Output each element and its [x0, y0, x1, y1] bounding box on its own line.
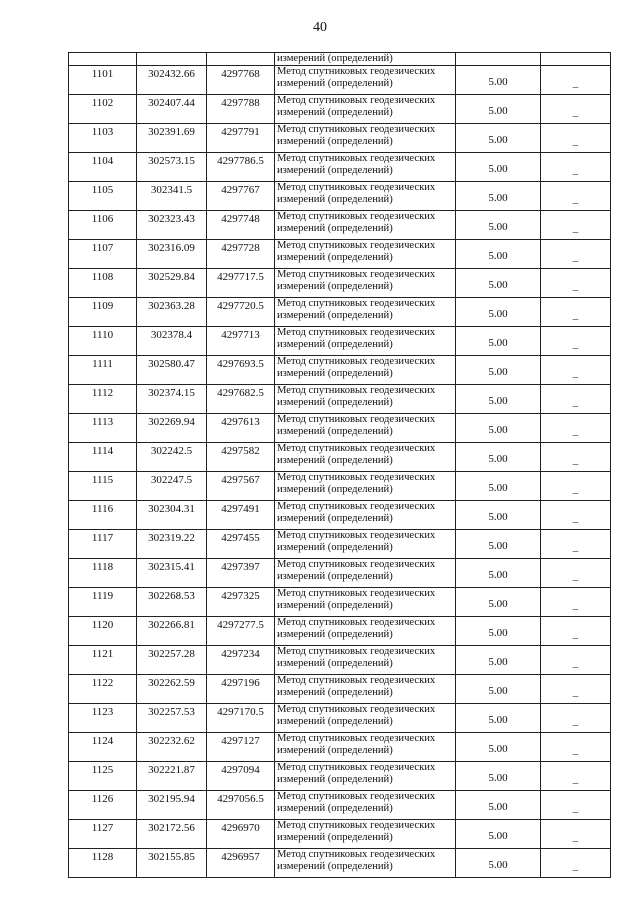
extra-value: – [541, 559, 611, 588]
accuracy-value: 5.00 [456, 124, 541, 153]
method-line-1: Метод спутниковых геодезических [277, 356, 436, 367]
accuracy-value: 5.00 [456, 733, 541, 762]
method-cell [275, 820, 456, 849]
coordinate-x: 302315.41 [137, 559, 207, 588]
point-number: 1124 [69, 733, 137, 762]
coordinate-y: 4297791 [207, 124, 275, 153]
coordinate-y: 4297170.5 [207, 704, 275, 733]
coordinate-x: 302242.5 [137, 443, 207, 472]
method-line-2: измерений (определений) [277, 600, 393, 611]
point-number: 1116 [69, 501, 137, 530]
point-number: 1111 [69, 356, 137, 385]
point-number: 1101 [69, 66, 137, 95]
method-line-1: Метод спутниковых геодезических [277, 124, 436, 135]
cell-y [207, 53, 275, 66]
coordinates-table [68, 52, 611, 878]
table-row [69, 588, 611, 617]
method-line-1: Метод спутниковых геодезических [277, 820, 436, 831]
method-line-1: Метод спутниковых геодезических [277, 298, 436, 309]
accuracy-value: 5.00 [456, 443, 541, 472]
extra-value: – [541, 675, 611, 704]
extra-value: – [541, 791, 611, 820]
table-row [69, 356, 611, 385]
table-row [69, 559, 611, 588]
coordinate-x: 302269.94 [137, 414, 207, 443]
table-row [69, 646, 611, 675]
method-line-1: Метод спутниковых геодезических [277, 153, 436, 164]
method-cell [275, 559, 456, 588]
coordinate-x: 302407.44 [137, 95, 207, 124]
coordinate-y: 4297567 [207, 472, 275, 501]
method-line-2: измерений (определений) [277, 281, 393, 292]
point-number: 1106 [69, 211, 137, 240]
coordinate-x: 302580.47 [137, 356, 207, 385]
method-line-1: Метод спутниковых геодезических [277, 646, 436, 657]
point-number: 1110 [69, 327, 137, 356]
point-number: 1109 [69, 298, 137, 327]
method-line-1: Метод спутниковых геодезических [277, 588, 436, 599]
table-row [69, 443, 611, 472]
point-number: 1103 [69, 124, 137, 153]
cell-method: измерений (определений) [275, 53, 456, 66]
coordinate-y: 4297788 [207, 95, 275, 124]
coordinate-y: 4297767 [207, 182, 275, 211]
method-cell [275, 269, 456, 298]
method-line-2: измерений (определений) [277, 658, 393, 669]
coordinate-x: 302573.15 [137, 153, 207, 182]
method-cell [275, 66, 456, 95]
coordinate-x: 302363.28 [137, 298, 207, 327]
accuracy-value: 5.00 [456, 675, 541, 704]
method-line-2: измерений (определений) [277, 861, 393, 872]
coordinate-x: 302268.53 [137, 588, 207, 617]
method-cell [275, 414, 456, 443]
coordinate-y: 4297713 [207, 327, 275, 356]
coordinate-x: 302529.84 [137, 269, 207, 298]
method-cell [275, 356, 456, 385]
point-number: 1122 [69, 675, 137, 704]
coordinate-x: 302304.31 [137, 501, 207, 530]
accuracy-value: 5.00 [456, 385, 541, 414]
point-number: 1118 [69, 559, 137, 588]
extra-value: – [541, 588, 611, 617]
extra-value: – [541, 530, 611, 559]
method-line-2: измерений (определений) [277, 368, 393, 379]
extra-value: – [541, 501, 611, 530]
method-line-1: Метод спутниковых геодезических [277, 472, 436, 483]
point-number: 1114 [69, 443, 137, 472]
method-line-2: измерений (определений) [277, 223, 393, 234]
extra-value: – [541, 182, 611, 211]
coordinate-y: 4297325 [207, 588, 275, 617]
extra-value: – [541, 211, 611, 240]
accuracy-value: 5.00 [456, 762, 541, 791]
coordinate-x: 302247.5 [137, 472, 207, 501]
method-line-1: Метод спутниковых геодезических [277, 704, 436, 715]
method-line-1: Метод спутниковых геодезических [277, 95, 436, 106]
method-cell [275, 240, 456, 269]
coordinate-y: 4297693.5 [207, 356, 275, 385]
extra-value: – [541, 472, 611, 501]
table-row [69, 240, 611, 269]
point-number: 1121 [69, 646, 137, 675]
method-cell [275, 849, 456, 878]
coordinate-y: 4297491 [207, 501, 275, 530]
extra-value: – [541, 327, 611, 356]
method-line-2: измерений (определений) [277, 426, 393, 437]
method-cell [275, 385, 456, 414]
coordinate-y: 4297717.5 [207, 269, 275, 298]
table-row [69, 791, 611, 820]
method-line-2: измерений (определений) [277, 542, 393, 553]
extra-value: – [541, 646, 611, 675]
method-cell [275, 182, 456, 211]
table-row [69, 124, 611, 153]
method-line-1: Метод спутниковых геодезических [277, 501, 436, 512]
table-row [69, 704, 611, 733]
method-line-2: измерений (определений) [277, 571, 393, 582]
page-number: 40 [313, 20, 327, 35]
coordinate-y: 4297613 [207, 414, 275, 443]
method-line-1: Метод спутниковых геодезических [277, 675, 436, 686]
method-line-2: измерений (определений) [277, 774, 393, 785]
method-line-2: измерений (определений) [277, 455, 393, 466]
coordinate-x: 302195.94 [137, 791, 207, 820]
coordinate-y: 4297056.5 [207, 791, 275, 820]
coordinate-y: 4297786.5 [207, 153, 275, 182]
method-cell [275, 472, 456, 501]
table-row [69, 414, 611, 443]
method-line-2: измерений (определений) [277, 629, 393, 640]
method-line-2: измерений (определений) [277, 687, 393, 698]
method-cell [275, 733, 456, 762]
accuracy-value: 5.00 [456, 269, 541, 298]
accuracy-value: 5.00 [456, 298, 541, 327]
extra-value: – [541, 124, 611, 153]
point-number: 1102 [69, 95, 137, 124]
coordinate-y: 4297127 [207, 733, 275, 762]
method-cell [275, 298, 456, 327]
coordinate-x: 302341.5 [137, 182, 207, 211]
continuation-row [69, 53, 611, 66]
method-cell [275, 124, 456, 153]
coordinate-y: 4297720.5 [207, 298, 275, 327]
table-body [69, 53, 611, 878]
coordinate-x: 302432.66 [137, 66, 207, 95]
accuracy-value: 5.00 [456, 588, 541, 617]
method-line-1: Метод спутниковых геодезических [277, 530, 436, 541]
coordinate-y: 4297234 [207, 646, 275, 675]
point-number: 1127 [69, 820, 137, 849]
table-row [69, 385, 611, 414]
method-line-2: измерений (определений) [277, 107, 393, 118]
extra-value: – [541, 617, 611, 646]
method-line-2: измерений (определений) [277, 165, 393, 176]
coordinate-x: 302257.28 [137, 646, 207, 675]
method-line-1: Метод спутниковых геодезических [277, 849, 436, 860]
point-number: 1117 [69, 530, 137, 559]
table-row [69, 530, 611, 559]
point-number: 1125 [69, 762, 137, 791]
extra-value: – [541, 153, 611, 182]
table-row [69, 298, 611, 327]
method-line-2: измерений (определений) [277, 194, 393, 205]
method-cell [275, 704, 456, 733]
method-cell [275, 646, 456, 675]
method-cell [275, 501, 456, 530]
accuracy-value: 5.00 [456, 211, 541, 240]
accuracy-value: 5.00 [456, 472, 541, 501]
extra-value: – [541, 240, 611, 269]
accuracy-value: 5.00 [456, 240, 541, 269]
accuracy-value: 5.00 [456, 820, 541, 849]
point-number: 1126 [69, 791, 137, 820]
table-row [69, 153, 611, 182]
accuracy-value: 5.00 [456, 356, 541, 385]
method-line-2: измерений (определений) [277, 803, 393, 814]
method-line-2: измерений (определений) [277, 832, 393, 843]
extra-value: – [541, 269, 611, 298]
method-cell [275, 530, 456, 559]
coordinate-x: 302374.15 [137, 385, 207, 414]
table-row [69, 327, 611, 356]
method-cell [275, 675, 456, 704]
method-line-1: Метод спутниковых геодезических [277, 762, 436, 773]
method-line-1: Метод спутниковых геодезических [277, 327, 436, 338]
method-line-2: измерений (определений) [277, 78, 393, 89]
coordinate-y: 4297682.5 [207, 385, 275, 414]
table-row [69, 733, 611, 762]
coordinate-y: 4297455 [207, 530, 275, 559]
table-row [69, 849, 611, 878]
accuracy-value: 5.00 [456, 530, 541, 559]
extra-value: – [541, 733, 611, 762]
coordinate-x: 302323.43 [137, 211, 207, 240]
coordinate-x: 302378.4 [137, 327, 207, 356]
method-line-1: Метод спутниковых геодезических [277, 617, 436, 628]
coordinate-x: 302319.22 [137, 530, 207, 559]
table-row [69, 617, 611, 646]
coordinate-y: 4297768 [207, 66, 275, 95]
point-number: 1108 [69, 269, 137, 298]
method-line-2: измерений (определений) [277, 513, 393, 524]
point-number: 1107 [69, 240, 137, 269]
extra-value: – [541, 849, 611, 878]
accuracy-value: 5.00 [456, 182, 541, 211]
point-number: 1112 [69, 385, 137, 414]
coordinate-y: 4297196 [207, 675, 275, 704]
coordinate-y: 4297397 [207, 559, 275, 588]
extra-value: – [541, 704, 611, 733]
coordinate-x: 302232.62 [137, 733, 207, 762]
table-row [69, 820, 611, 849]
point-number: 1128 [69, 849, 137, 878]
method-cell [275, 153, 456, 182]
method-line-1: Метод спутниковых геодезических [277, 240, 436, 251]
method-line-1: Метод спутниковых геодезических [277, 385, 436, 396]
coordinate-x: 302316.09 [137, 240, 207, 269]
method-line-2: измерений (определений) [277, 310, 393, 321]
coordinate-y: 4297728 [207, 240, 275, 269]
table-row [69, 211, 611, 240]
extra-value: – [541, 414, 611, 443]
extra-value: – [541, 820, 611, 849]
method-cell [275, 588, 456, 617]
accuracy-value: 5.00 [456, 414, 541, 443]
method-line-1: Метод спутниковых геодезических [277, 791, 436, 802]
table-row [69, 762, 611, 791]
method-line-1: Метод спутниковых геодезических [277, 414, 436, 425]
extra-value: – [541, 385, 611, 414]
extra-value: – [541, 356, 611, 385]
method-line-1: Метод спутниковых геодезических [277, 182, 436, 193]
coordinate-y: 4296957 [207, 849, 275, 878]
accuracy-value: 5.00 [456, 646, 541, 675]
accuracy-value: 5.00 [456, 704, 541, 733]
method-line-1: Метод спутниковых геодезических [277, 66, 436, 77]
table-row [69, 95, 611, 124]
point-number: 1113 [69, 414, 137, 443]
extra-value: – [541, 443, 611, 472]
method-line-1: Метод спутниковых геодезических [277, 733, 436, 744]
coordinate-x: 302172.56 [137, 820, 207, 849]
method-line-2: измерений (определений) [277, 484, 393, 495]
accuracy-value: 5.00 [456, 559, 541, 588]
coordinate-y: 4297748 [207, 211, 275, 240]
method-cell [275, 211, 456, 240]
point-number: 1105 [69, 182, 137, 211]
coordinate-y: 4297094 [207, 762, 275, 791]
coordinate-x: 302221.87 [137, 762, 207, 791]
extra-value: – [541, 762, 611, 791]
coordinate-y: 4296970 [207, 820, 275, 849]
accuracy-value: 5.00 [456, 791, 541, 820]
coordinate-x: 302262.59 [137, 675, 207, 704]
accuracy-value: 5.00 [456, 95, 541, 124]
cell-extra [541, 53, 611, 66]
method-line-2: измерений (определений) [277, 397, 393, 408]
table-row [69, 675, 611, 704]
table-row [69, 269, 611, 298]
point-number: 1104 [69, 153, 137, 182]
method-line-1: Метод спутниковых геодезических [277, 211, 436, 222]
method-cell [275, 95, 456, 124]
method-cell [275, 762, 456, 791]
coordinate-x: 302266.81 [137, 617, 207, 646]
table-row [69, 501, 611, 530]
table-row [69, 182, 611, 211]
coordinate-y: 4297277.5 [207, 617, 275, 646]
point-number: 1119 [69, 588, 137, 617]
point-number: 1120 [69, 617, 137, 646]
extra-value: – [541, 298, 611, 327]
cell-accuracy [456, 53, 541, 66]
method-line-2: измерений (определений) [277, 136, 393, 147]
method-line-2: измерений (определений) [277, 745, 393, 756]
table-row [69, 472, 611, 501]
accuracy-value: 5.00 [456, 849, 541, 878]
method-line-1: Метод спутниковых геодезических [277, 269, 436, 280]
method-line-1: Метод спутниковых геодезических [277, 443, 436, 454]
extra-value: – [541, 66, 611, 95]
accuracy-value: 5.00 [456, 617, 541, 646]
accuracy-value: 5.00 [456, 327, 541, 356]
method-line-2: измерений (определений) [277, 339, 393, 350]
coordinate-x: 302391.69 [137, 124, 207, 153]
method-cell [275, 327, 456, 356]
cell-num [69, 53, 137, 66]
accuracy-value: 5.00 [456, 66, 541, 95]
coordinate-x: 302257.53 [137, 704, 207, 733]
method-line-2: измерений (определений) [277, 252, 393, 263]
cell-x [137, 53, 207, 66]
table-row [69, 66, 611, 95]
coordinate-y: 4297582 [207, 443, 275, 472]
accuracy-value: 5.00 [456, 153, 541, 182]
method-cell [275, 791, 456, 820]
point-number: 1115 [69, 472, 137, 501]
method-line-2: измерений (определений) [277, 716, 393, 727]
coordinate-x: 302155.85 [137, 849, 207, 878]
point-number: 1123 [69, 704, 137, 733]
method-line-1: Метод спутниковых геодезических [277, 559, 436, 570]
method-cell [275, 617, 456, 646]
extra-value: – [541, 95, 611, 124]
method-cell [275, 443, 456, 472]
accuracy-value: 5.00 [456, 501, 541, 530]
